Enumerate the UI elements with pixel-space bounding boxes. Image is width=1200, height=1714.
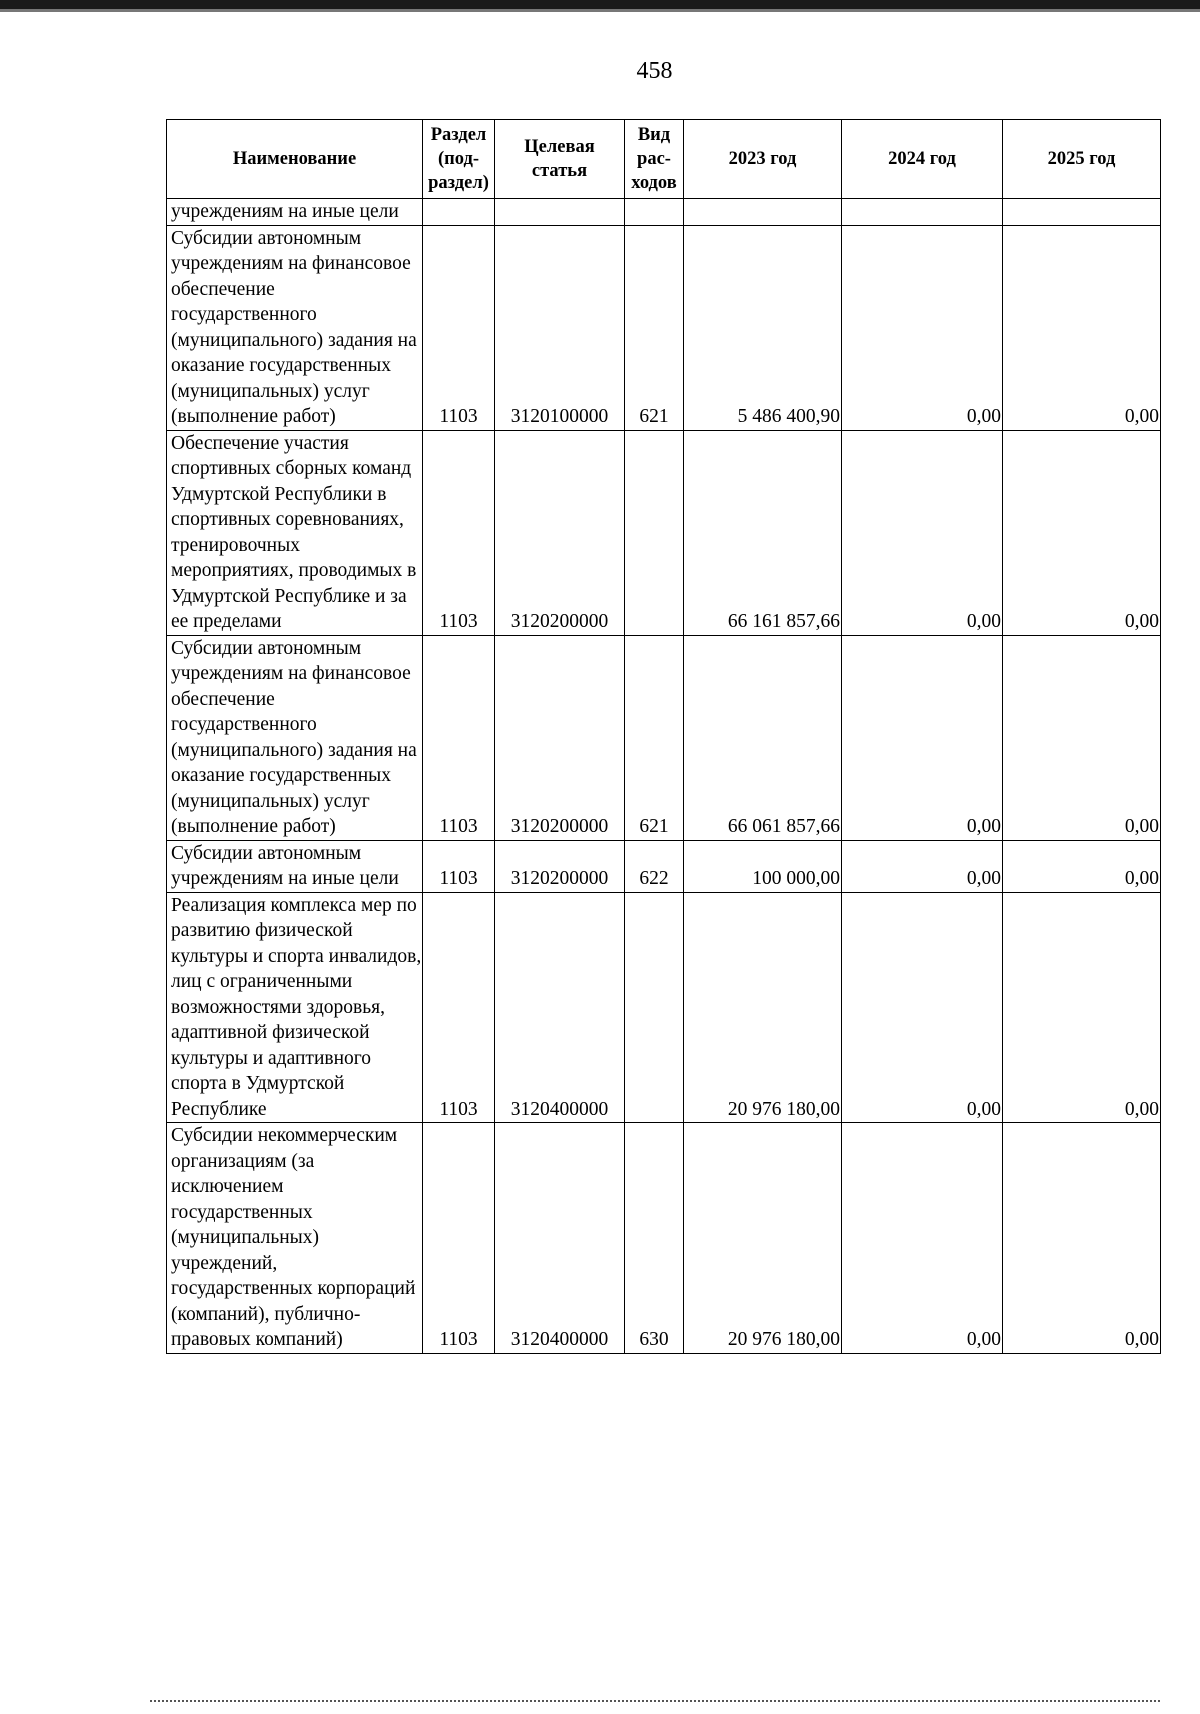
header-2024: 2024 год — [842, 120, 1003, 199]
cell-2023: 100 000,00 — [684, 840, 842, 892]
cell-target: 3120200000 — [495, 635, 625, 840]
budget-table-container — [166, 119, 1160, 1354]
cell-2024: 0,00 — [842, 1123, 1003, 1354]
cell-2024: 0,00 — [842, 840, 1003, 892]
cell-2024 — [842, 199, 1003, 226]
cell-kind — [625, 892, 684, 1123]
cell-name: Субсидии некоммерческим организациям (за исключением государственных (муниципальных) учреждений, государственных корпораций (компаний), публично-правовых компаний) — [167, 1123, 423, 1354]
cell-section: 1103 — [423, 635, 495, 840]
cell-target: 3120400000 — [495, 892, 625, 1123]
table-row — [167, 635, 1161, 840]
cell-section: 1103 — [423, 892, 495, 1123]
cell-2023: 66 061 857,66 — [684, 635, 842, 840]
cell-2023: 5 486 400,90 — [684, 225, 842, 430]
table-row — [167, 225, 1161, 430]
cell-target: 3120200000 — [495, 430, 625, 635]
header-2023: 2023 год — [684, 120, 842, 199]
cell-2023 — [684, 199, 842, 226]
cell-2025: 0,00 — [1003, 892, 1161, 1123]
page-number: 458 — [636, 58, 673, 84]
cell-section: 1103 — [423, 225, 495, 430]
scan-bottom-artifact — [150, 1700, 1160, 1705]
table-header-row — [167, 120, 1161, 199]
cell-target: 3120100000 — [495, 225, 625, 430]
header-target: Целевая статья — [495, 120, 625, 199]
cell-name: Субсидии автономным учреждениям на иные цели — [167, 840, 423, 892]
cell-kind — [625, 430, 684, 635]
cell-name: Субсидии автономным учреждениям на финансовое обеспечение государственного (муниципального) задания на оказание государственных (муниципальных) услуг (выполнение работ) — [167, 635, 423, 840]
cell-kind: 630 — [625, 1123, 684, 1354]
cell-section: 1103 — [423, 430, 495, 635]
cell-2025: 0,00 — [1003, 225, 1161, 430]
cell-2025: 0,00 — [1003, 840, 1161, 892]
cell-section: 1103 — [423, 840, 495, 892]
cell-name: учреждениям на иные цели — [167, 199, 423, 226]
header-2025: 2025 год — [1003, 120, 1161, 199]
cell-2023: 66 161 857,66 — [684, 430, 842, 635]
cell-target: 3120400000 — [495, 1123, 625, 1354]
cell-kind — [625, 199, 684, 226]
cell-2025: 0,00 — [1003, 635, 1161, 840]
header-section: Раздел (под-раздел) — [423, 120, 495, 199]
cell-2025: 0,00 — [1003, 1123, 1161, 1354]
cell-section — [423, 199, 495, 226]
cell-name: Реализация комплекса мер по развитию физической культуры и спорта инвалидов, лиц с ограниченными возможностями здоровья, адаптивной физической культуры и адаптивного спорта в Удмуртской Республике — [167, 892, 423, 1123]
scan-top-border — [0, 0, 1200, 9]
header-name: Наименование — [167, 120, 423, 199]
header-kind: Вид рас-ходов — [625, 120, 684, 199]
cell-2023: 20 976 180,00 — [684, 1123, 842, 1354]
cell-name: Обеспечение участия спортивных сборных команд Удмуртской Республики в спортивных соревнованиях, тренировочных мероприятиях, проводимых в Удмуртской Республике и за ее пределами — [167, 430, 423, 635]
cell-kind: 621 — [625, 225, 684, 430]
cell-name: Субсидии автономным учреждениям на финансовое обеспечение государственного (муниципального) задания на оказание государственных (муниципальных) услуг (выполнение работ) — [167, 225, 423, 430]
cell-section: 1103 — [423, 1123, 495, 1354]
cell-target — [495, 199, 625, 226]
table-row — [167, 1123, 1161, 1354]
cell-2024: 0,00 — [842, 225, 1003, 430]
cell-2024: 0,00 — [842, 430, 1003, 635]
table-row — [167, 430, 1161, 635]
cell-kind: 621 — [625, 635, 684, 840]
cell-2023: 20 976 180,00 — [684, 892, 842, 1123]
cell-kind: 622 — [625, 840, 684, 892]
cell-2025 — [1003, 199, 1161, 226]
cell-2024: 0,00 — [842, 892, 1003, 1123]
cell-2024: 0,00 — [842, 635, 1003, 840]
scan-top-border-shadow — [0, 9, 1200, 12]
table-row — [167, 892, 1161, 1123]
cell-2025: 0,00 — [1003, 430, 1161, 635]
budget-table — [166, 119, 1161, 1354]
table-row — [167, 199, 1161, 226]
table-row — [167, 840, 1161, 892]
cell-target: 3120200000 — [495, 840, 625, 892]
